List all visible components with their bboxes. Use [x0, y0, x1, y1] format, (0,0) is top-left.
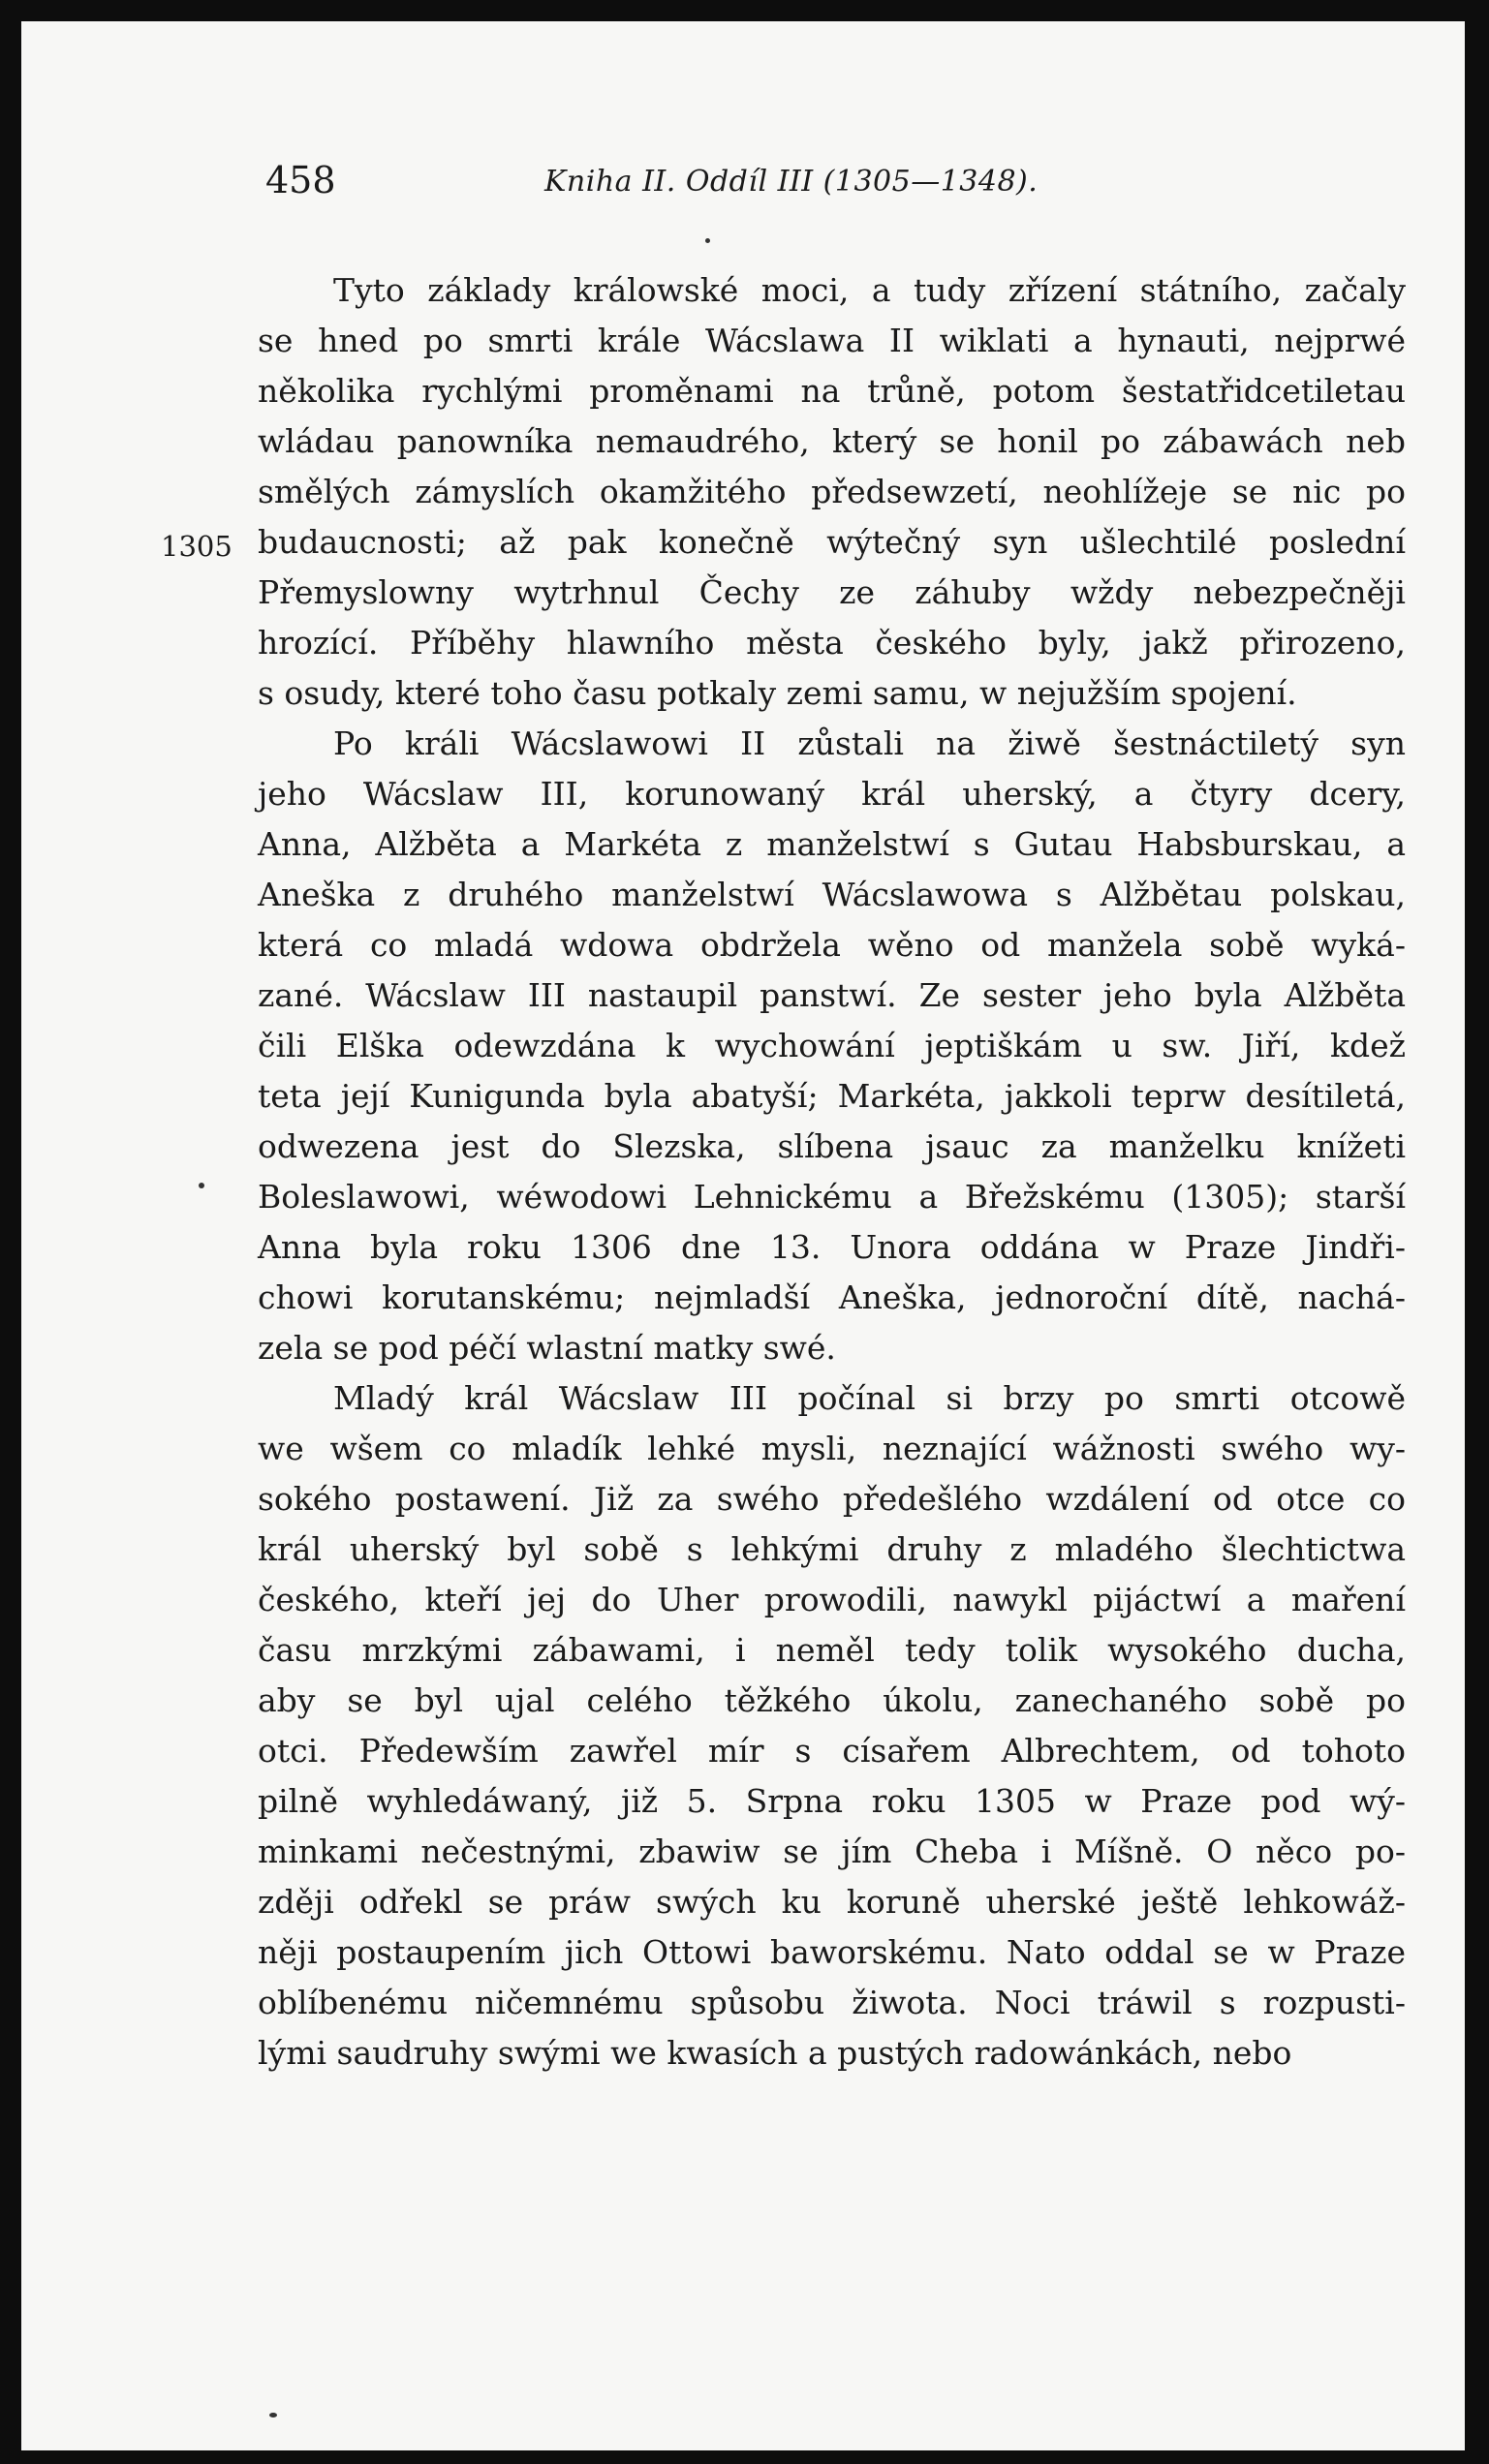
text-line: Přemyslowny wytrhnul Čechy ze záhuby wždy nebezpečněji: [258, 573, 1406, 611]
text-line: Po králi Wácslawowi II zůstali na žiwě šestnáctiletý syn: [333, 724, 1406, 762]
text-line: Anna byla roku 1306 dne 13. Unora oddána w Praze Jindři-: [258, 1228, 1406, 1266]
text-line: sokého postawení. Již za swého předešlého wzdálení od otce co: [258, 1480, 1406, 1518]
text-line: minkami nečestnými, zbawiw se jím Cheba i Míšně. O něco po-: [258, 1833, 1406, 1870]
text-line: otci. Předewším zawřel mír s císařem Albrechtem, od tohoto: [258, 1732, 1406, 1770]
text-line: Mladý král Wácslaw III počínal si brzy po smrti otcowě: [333, 1379, 1406, 1417]
ink-speck: [269, 2413, 277, 2418]
text-line: zané. Wácslaw III nastaupil panstwí. Ze sester jeho byla Alžběta: [258, 976, 1406, 1014]
text-line: we wšem co mladík lehké mysli, neznající wážnosti swého wy-: [258, 1430, 1406, 1467]
text-line: pilně wyhledáwaný, již 5. Srpna roku 1305 w Praze pod wý-: [258, 1782, 1406, 1820]
text-line: zději odřekl se práw swých ku koruně uherské ještě lehkowáž-: [258, 1883, 1406, 1921]
text-line: Anna, Alžběta a Markéta z manželstwí s Gutau Habsburskau, a: [258, 825, 1406, 863]
text-line: Boleslawowi, wéwodowi Lehnickému a Břežskému (1305); starší: [258, 1178, 1406, 1216]
text-line: chowi korutanskému; nejmladší Aneška, jednoroční dítě, nachá-: [258, 1278, 1406, 1316]
ink-speck: [199, 1183, 204, 1188]
text-line: jeho Wácslaw III, korunowaný král uherský, a čtyry dcery,: [258, 775, 1406, 813]
text-line: wládau panowníka nemaudrého, který se honil po zábawách neb: [258, 422, 1406, 460]
text-line: aby se byl ujal celého těžkého úkolu, zanechaného sobě po: [258, 1681, 1406, 1719]
text-line: budaucnosti; až pak konečně wýtečný syn ušlechtilé poslední: [258, 523, 1406, 561]
text-line: času mrzkými zábawami, i neměl tedy tolik wysokého ducha,: [258, 1631, 1406, 1669]
book-page: [21, 21, 1465, 2450]
text-line: která co mladá wdowa obdržela wěno od manžela sobě wyká-: [258, 926, 1406, 964]
page-header: [21, 159, 1465, 217]
text-line: zela se pod péčí wlastní matky swé.: [258, 1329, 836, 1367]
text-line: Tyto základy králowské moci, a tudy zřízení státního, začaly: [333, 271, 1406, 309]
text-line: hrozící. Příběhy hlawního města českého byly, jakž přirozeno,: [258, 624, 1406, 662]
text-line: lými saudruhy swými we kwasích a pustých radowánkách, nebo: [258, 2034, 1292, 2072]
margin-note-year: 1305: [161, 530, 233, 563]
text-line: král uherský byl sobě s lehkými druhy z mladého šlechtictwa: [258, 1530, 1406, 1568]
text-line: českého, kteří jej do Uher prowodili, nawykl pijáctwí a maření: [258, 1581, 1406, 1618]
page-number: 458: [265, 159, 336, 201]
ink-speck: [705, 238, 710, 243]
running-title: Kniha II. Oddíl III (1305—1348).: [544, 165, 1039, 199]
text-line: teta její Kunigunda byla abatyší; Markéta, jakkoli teprw desítiletá,: [258, 1077, 1406, 1115]
text-line: něji postaupením jich Ottowi baworskému. Nato oddal se w Praze: [258, 1933, 1406, 1971]
text-line: s osudy, které toho času potkaly zemi samu, w nejužším spojení.: [258, 674, 1297, 712]
body-text: [258, 265, 1406, 2079]
text-line: několika rychlými proměnami na trůně, potom šestatřidcetiletau: [258, 372, 1406, 410]
text-line: odwezena jest do Slezska, slíbena jsauc za manželku knížeti: [258, 1127, 1406, 1165]
text-line: Aneška z druhého manželstwí Wácslawowa s Alžbětau polskau,: [258, 876, 1406, 913]
text-line: čili Elška odewzdána k wychowání jeptiškám u sw. Jiří, kdež: [258, 1027, 1406, 1064]
text-line: se hned po smrti krále Wácslawa II wiklati a hynauti, nejprwé: [258, 322, 1406, 359]
text-line: smělých zámyslích okamžitého předsewzetí, neohlížeje se nic po: [258, 473, 1406, 510]
text-line: oblíbenému ničemnému spůsobu žiwota. Noci tráwil s rozpusti-: [258, 1984, 1406, 2021]
